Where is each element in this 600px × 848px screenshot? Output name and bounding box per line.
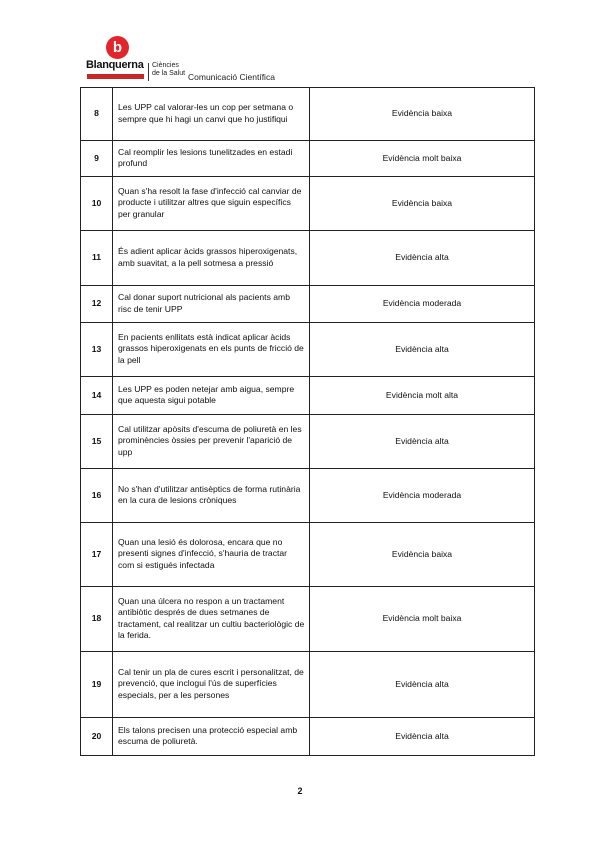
row-statement: En pacients enllitats està indicat aplicar àcids grassos hiperoxigenats en els punts de fricció de la pell	[113, 323, 310, 377]
row-number: 9	[81, 141, 113, 177]
row-evidence: Evidència alta	[310, 231, 535, 286]
row-statement: Les UPP es poden netejar amb aigua, sempre que aquesta sigui potable	[113, 377, 310, 415]
row-number: 16	[81, 469, 113, 523]
row-number: 17	[81, 523, 113, 587]
table-row	[81, 377, 535, 415]
row-statement: Quan una lesió és dolorosa, encara que no presenti signes d'infecció, s'hauria de tractar com si estigués infectada	[113, 523, 310, 587]
row-number: 20	[81, 718, 113, 756]
row-evidence: Evidència moderada	[310, 286, 535, 323]
row-statement: Quan s'ha resolt la fase d'infecció cal canviar de producte i utilitzar altres que siguin específics per granular	[113, 177, 310, 231]
row-number: 15	[81, 415, 113, 469]
table-row	[81, 231, 535, 286]
row-statement: Cal reomplir les lesions tunelitzades en estadi profund	[113, 141, 310, 177]
row-evidence: Evidència baixa	[310, 88, 535, 141]
logo-mark: b	[106, 36, 129, 59]
row-number: 18	[81, 587, 113, 652]
row-number: 19	[81, 652, 113, 718]
table-row	[81, 88, 535, 141]
row-number: 12	[81, 286, 113, 323]
row-evidence: Evidència alta	[310, 415, 535, 469]
unit-name: Comunicació Científica	[188, 72, 275, 82]
row-number: 11	[81, 231, 113, 286]
row-evidence: Evidència molt baixa	[310, 141, 535, 177]
table-row	[81, 587, 535, 652]
faculty-line-2: de la Salut	[152, 70, 186, 77]
row-statement: Cal donar suport nutricional als pacients amb risc de tenir UPP	[113, 286, 310, 323]
row-evidence: Evidència molt baixa	[310, 587, 535, 652]
row-statement: Quan una úlcera no respon a un tractament antibiòtic després de dues setmanes de tractament, cal realitzar un cultiu bacteriològic de la ferida.	[113, 587, 310, 652]
faculty-line-1: Ciències	[152, 62, 179, 69]
table-row	[81, 323, 535, 377]
row-statement: No s'han d'utilitzar antisèptics de forma rutinària en la cura de lesions cròniques	[113, 469, 310, 523]
row-evidence: Evidència baixa	[310, 177, 535, 231]
row-statement: Cal utilitzar apòsits d'escuma de poliuretà en les prominències òssies per prevenir l'aparició de upp	[113, 415, 310, 469]
row-evidence: Evidència moderada	[310, 469, 535, 523]
table-row	[81, 523, 535, 587]
brand-underline-bar	[87, 74, 144, 79]
faculty-name	[152, 62, 185, 78]
row-evidence: Evidència baixa	[310, 523, 535, 587]
row-number: 13	[81, 323, 113, 377]
row-evidence: Evidència alta	[310, 718, 535, 756]
row-evidence: Evidència alta	[310, 652, 535, 718]
logo-divider	[148, 63, 149, 81]
table-row	[81, 469, 535, 523]
table-row	[81, 286, 535, 323]
row-statement: Les UPP cal valorar-les un cop per setmana o sempre que hi hagi un canvi que ho justifiqui	[113, 88, 310, 141]
evidence-table	[80, 87, 535, 756]
table-row	[81, 415, 535, 469]
brand-name: Blanquerna	[86, 59, 144, 71]
table-row	[81, 652, 535, 718]
row-evidence: Evidència molt alta	[310, 377, 535, 415]
row-number: 8	[81, 88, 113, 141]
row-statement: És adient aplicar àcids grassos hiperoxigenats, amb suavitat, a la pell sotmesa a pressió	[113, 231, 310, 286]
row-statement: Cal tenir un pla de cures escrit i personalitzat, de prevenció, que inclogui l'ús de superfícies especials, per a les persones	[113, 652, 310, 718]
table-row	[81, 177, 535, 231]
row-evidence: Evidència alta	[310, 323, 535, 377]
page-number: 2	[297, 786, 303, 796]
row-number: 14	[81, 377, 113, 415]
row-number: 10	[81, 177, 113, 231]
table-row	[81, 141, 535, 177]
row-statement: Els talons precisen una protecció especial amb escuma de poliuretà.	[113, 718, 310, 756]
table-row	[81, 718, 535, 756]
blanquerna-logo	[86, 36, 316, 86]
